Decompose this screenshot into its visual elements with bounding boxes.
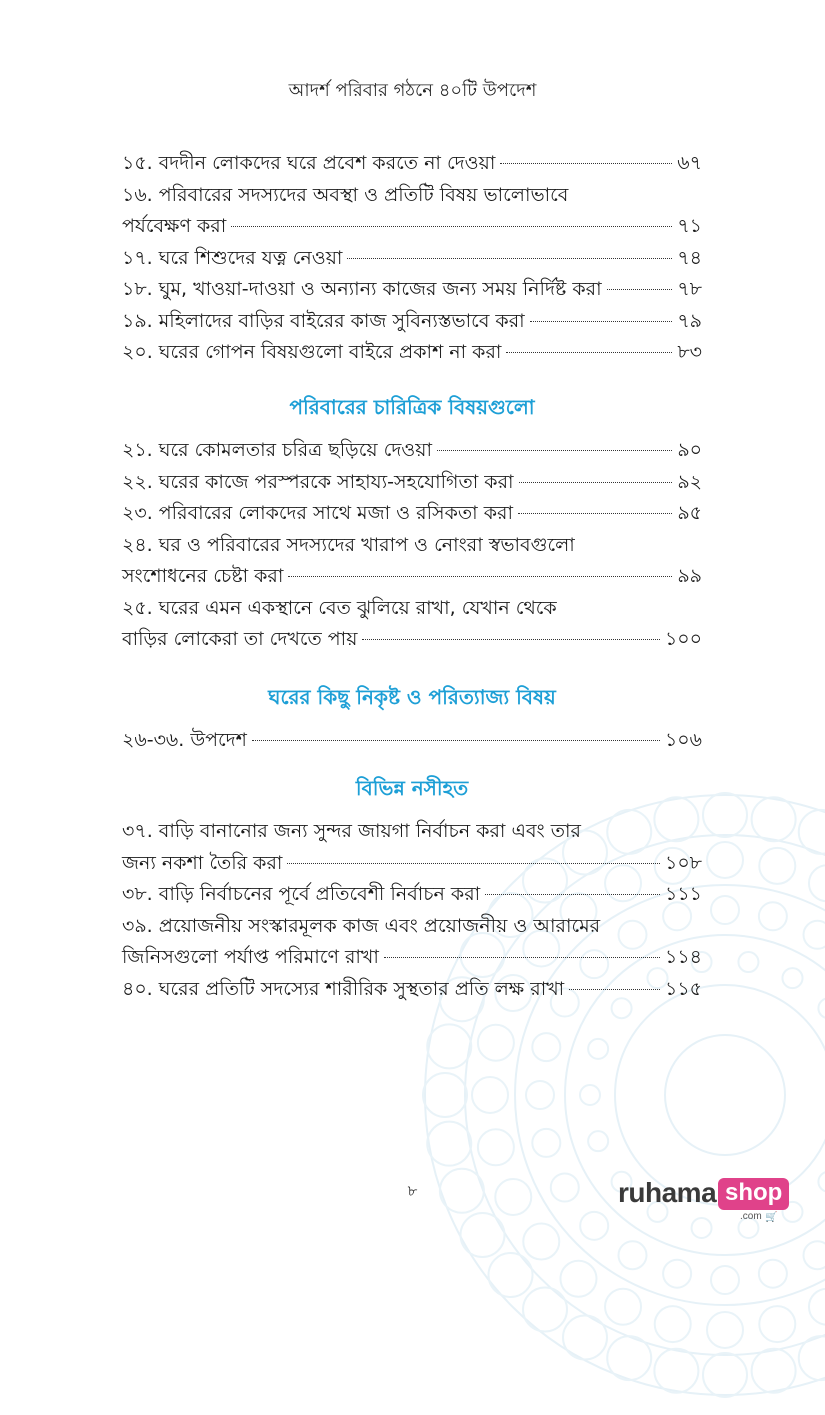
toc-block-c <box>122 725 702 757</box>
toc-entry-text: ১৮. ঘুম, খাওয়া-দাওয়া ও অন্যান্য কাজের জন্য সময় নির্দিষ্ট করা <box>122 274 602 306</box>
toc-entry <box>122 148 702 180</box>
dot-leader <box>519 482 673 483</box>
toc-page-number: ৭৪ <box>677 243 702 275</box>
toc-entry-line <box>122 911 702 943</box>
dot-leader <box>287 863 660 864</box>
toc-entry <box>122 274 702 306</box>
toc-entry-text: ২৩. পরিবারের লোকদের সাথে মজা ও রসিকতা করা <box>122 498 513 530</box>
dot-leader <box>437 450 672 451</box>
toc-entry-line <box>122 848 702 880</box>
toc-page-number: ৭১ <box>677 211 702 243</box>
section-title: বিভিন্ন নসীহত <box>122 773 702 804</box>
logo-ruhama-text: ruhama <box>618 1177 716 1209</box>
toc-entry <box>122 530 702 593</box>
toc-page-number: ৭৯ <box>677 306 702 338</box>
dot-leader <box>518 513 672 514</box>
toc-entry-text: ৩৯. প্রয়োজনীয় সংস্কারমূলক কাজ এবং প্রয়োজনীয় ও আরামের <box>122 915 600 937</box>
dot-leader <box>347 258 672 259</box>
toc-entry-line <box>122 306 702 338</box>
toc-entry <box>122 243 702 275</box>
dot-leader <box>252 740 660 741</box>
dot-leader <box>607 289 673 290</box>
section-title-harmful <box>122 682 702 713</box>
toc-entry-text: ৩৭. বাড়ি বানানোর জন্য সুন্দর জায়গা নির্বাচন করা এবং তার <box>122 820 581 842</box>
section-title: পরিবারের চারিত্রিক বিষয়গুলো <box>122 392 702 423</box>
toc-page-number: ১১১ <box>665 879 702 911</box>
toc-page-number: ১০০ <box>665 624 702 656</box>
toc-entry-text: ৩৮. বাড়ি নির্বাচনের পূর্বে প্রতিবেশী নির্বাচন করা <box>122 879 480 911</box>
toc-entry-text: ২০. ঘরের গোপন বিষয়গুলো বাইরে প্রকাশ না করা <box>122 337 501 369</box>
toc-entry-line <box>122 879 702 911</box>
toc-entry-line <box>122 725 702 757</box>
logo-dotcom-text: .com <box>740 1211 762 1222</box>
toc-entry-line <box>122 816 702 848</box>
toc-entry-line <box>122 624 702 656</box>
toc-entry <box>122 911 702 974</box>
toc-entry <box>122 467 702 499</box>
toc-entry <box>122 306 702 338</box>
dot-leader <box>500 163 672 164</box>
toc-entry-line <box>122 211 702 243</box>
toc-entry-line <box>122 530 702 562</box>
toc-entry <box>122 180 702 243</box>
toc-entry-text: ২৪. ঘর ও পরিবারের সদস্যদের খারাপ ও নোংরা স্বভাবগুলো <box>122 534 575 556</box>
toc-entry-text: ২১. ঘরে কোমলতার চরিত্র ছড়িয়ে দেওয়া <box>122 435 432 467</box>
toc-block-a <box>122 148 702 369</box>
toc-entry-text: বাড়ির লোকেরা তা দেখতে পায় <box>122 624 357 656</box>
toc-page-number: ১১৫ <box>665 974 702 1006</box>
toc-page-number: ৭৮ <box>677 274 702 306</box>
toc-entry-text: পর্যবেক্ষণ করা <box>122 211 226 243</box>
toc-entry-line <box>122 561 702 593</box>
toc-page-number: ৯২ <box>677 467 702 499</box>
ruhamashop-logo <box>618 1177 778 1223</box>
toc-page-number: ৯৯ <box>677 561 702 593</box>
dot-leader <box>362 639 660 640</box>
toc-entry-text: জিনিসগুলো পর্যাপ্ত পরিমাণে রাখা <box>122 942 379 974</box>
toc-entry <box>122 816 702 879</box>
toc-entry-text: ১৯. মহিলাদের বাড়ির বাইরের কাজ সুবিন্যস্তভাবে করা <box>122 306 525 338</box>
running-header: আদর্শ পরিবার গঠনে ৪০টি উপদেশ <box>0 76 825 107</box>
dot-leader <box>231 226 672 227</box>
toc-entry-line <box>122 337 702 369</box>
toc-entry <box>122 974 702 1006</box>
toc-entry-line <box>122 467 702 499</box>
toc-entry <box>122 725 702 757</box>
dot-leader <box>288 576 672 577</box>
toc-entry-text: ১৫. বদদীন লোকদের ঘরে প্রবেশ করতে না দেওয়া <box>122 148 495 180</box>
toc-entry-text: সংশোধনের চেষ্টা করা <box>122 561 283 593</box>
toc-block-d <box>122 816 702 1005</box>
toc-entry-line <box>122 593 702 625</box>
toc-entry-text: ২৫. ঘরের এমন একস্থানে বেত ঝুলিয়ে রাখা, যেখান থেকে <box>122 597 557 619</box>
dot-leader <box>384 957 660 958</box>
toc-entry <box>122 498 702 530</box>
toc-page-number: ১০৮ <box>665 848 702 880</box>
toc-entry <box>122 879 702 911</box>
section-title: ঘরের কিছু নিকৃষ্ট ও পরিত্যাজ্য বিষয় <box>122 682 702 713</box>
toc-entry-line <box>122 974 702 1006</box>
toc-entry-line <box>122 243 702 275</box>
toc-entry-line <box>122 435 702 467</box>
toc-page-number: ৯০ <box>677 435 702 467</box>
section-title-advice <box>122 773 702 804</box>
cart-icon: 🛒 <box>765 1212 777 1223</box>
dot-leader <box>506 352 672 353</box>
logo-shop-badge: shop <box>718 1178 789 1210</box>
page-number: ৮ <box>0 1180 825 1205</box>
toc-entry-line <box>122 180 702 212</box>
toc-page-number: ৬৭ <box>677 148 702 180</box>
dot-leader <box>485 894 660 895</box>
toc-page-number: ১০৬ <box>665 725 702 757</box>
dot-leader <box>530 321 673 322</box>
toc-entry-line <box>122 274 702 306</box>
toc-entry-text: ১৭. ঘরে শিশুদের যত্ন নেওয়া <box>122 243 342 275</box>
toc-entry-text: ২৬-৩৬. উপদেশ <box>122 725 247 757</box>
toc-entry-text: ১৬. পরিবারের সদস্যদের অবস্থা ও প্রতিটি বিষয় ভালোভাবে <box>122 184 568 206</box>
toc-entry <box>122 337 702 369</box>
toc-entry-line <box>122 148 702 180</box>
toc-block-b <box>122 435 702 656</box>
toc-entry-text: ৪০. ঘরের প্রতিটি সদস্যের শারীরিক সুস্থতার প্রতি লক্ষ রাখা <box>122 974 564 1006</box>
toc-entry <box>122 593 702 656</box>
toc-entry-line <box>122 498 702 530</box>
toc-entry-text: ২২. ঘরের কাজে পরস্পরকে সাহায্য-সহযোগিতা করা <box>122 467 514 499</box>
toc-entry <box>122 435 702 467</box>
toc-entry-line <box>122 942 702 974</box>
dot-leader <box>569 989 660 990</box>
toc-entry-text: জন্য নকশা তৈরি করা <box>122 848 282 880</box>
section-title-character <box>122 392 702 423</box>
toc-page-number: ৮৩ <box>677 337 702 369</box>
toc-page-number: ১১৪ <box>665 942 702 974</box>
toc-page-number: ৯৫ <box>677 498 702 530</box>
